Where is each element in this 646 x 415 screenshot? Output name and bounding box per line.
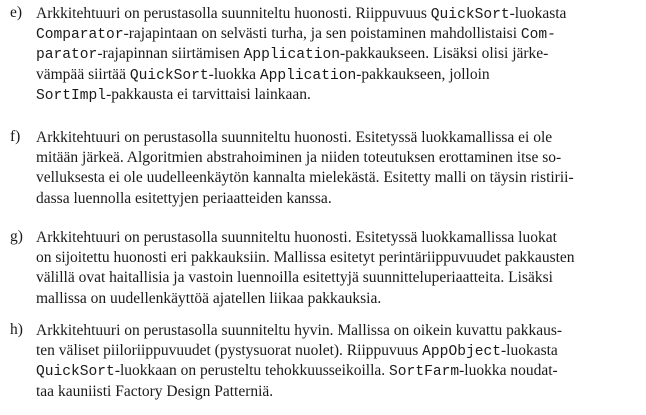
- text-line: [36, 65, 490, 85]
- text-segment: -rajapintaan on selvästi turha, ja sen poistaminen mahdollistaisi: [123, 25, 521, 43]
- text-segment: vämpää siirtää: [36, 65, 130, 83]
- text-segment: Arkkitehtuuri on perustasolla suunniteltu huonosti. Esitetyssä luokkamallissa luokat: [36, 229, 557, 246]
- text-segment: -luokasta: [501, 342, 558, 360]
- text-segment: mitään järkeä. Algoritmien abstrahoiminen ja niiden toteutuksen erottaminen itse so-: [36, 149, 562, 167]
- text-segment: -rajapinnan siirtämisen: [97, 45, 244, 63]
- option-label: f): [10, 128, 21, 145]
- text-line: [36, 341, 558, 361]
- code-identifier: parator: [36, 47, 98, 64]
- text-segment: Arkkitehtuuri on perustasolla suunniteltu hyvin. Mallissa on oikein kuvattu pakkaus-: [36, 322, 563, 339]
- text-line: [36, 361, 558, 381]
- text-segment: -luokka noudat-: [459, 362, 558, 380]
- text-line: [36, 24, 556, 44]
- code-identifier: Application: [243, 47, 340, 64]
- code-identifier: QuickSort: [36, 364, 115, 381]
- text-line: [36, 248, 575, 268]
- text-segment: dassa luennolla esitettyjen periaatteiden kanssa.: [36, 189, 332, 207]
- text-segment: -pakkaukseen. Lisäksi olisi järke-: [340, 45, 549, 63]
- option-label: e): [10, 4, 23, 21]
- text-line: [36, 168, 574, 188]
- text-segment: Arkkitehtuuri on perustasolla suunniteltu huonosti. Riippuvuus: [36, 5, 431, 22]
- text-line: [36, 189, 332, 209]
- text-segment: -pakkausta ei tarvittaisi lainkaan.: [106, 85, 311, 103]
- text-segment: ten väliset piiloriippuvuudet (pystysuorat nuolet). Riippuvuus: [36, 342, 423, 360]
- code-identifier: Com-: [520, 27, 556, 44]
- code-identifier: QuickSort: [430, 7, 510, 23]
- text-segment: on sijoitettu huonosti eri pakkauksiin. Mallissa esitetyt perintäriippuvuudet pakkausten: [36, 249, 575, 267]
- code-identifier: Comparator: [36, 27, 124, 44]
- option-label: h): [10, 321, 23, 338]
- text-line: [36, 228, 557, 248]
- code-identifier: Application: [259, 67, 357, 84]
- text-segment: -luokka: [208, 65, 260, 83]
- text-segment: taa kauniisti Factory Design Patterniä.: [36, 382, 274, 400]
- text-segment: mallissa on uudellenkäyttöä ajatellen liikaa pakkauksia.: [36, 289, 382, 307]
- code-identifier: QuickSort: [129, 67, 209, 84]
- text-segment: -luokkaan on perusteltu tehokkuusseikoilla.: [114, 362, 390, 380]
- text-segment: -pakkaukseen, jolloin: [356, 65, 490, 83]
- text-line: [36, 44, 548, 64]
- text-line: [36, 289, 381, 309]
- code-identifier: SortImpl: [36, 87, 107, 104]
- text-line: [36, 382, 273, 402]
- text-line: [36, 4, 566, 24]
- code-identifier: SortFarm: [389, 364, 460, 381]
- text-segment: velluksesta ei ole uudelleenkäytön kannalta mielekästä. Esitetty malli on täysin ristirii-: [36, 169, 574, 187]
- text-segment: välillä ovat haitallisia ja vastoin luennoilla esitettyjä suunnitteluperiaatteita. Lisäksi: [36, 269, 553, 287]
- text-line: [36, 85, 311, 105]
- text-line: [36, 268, 553, 288]
- text-line: [36, 321, 562, 341]
- code-identifier: AppObject: [422, 344, 501, 361]
- text-segment: Arkkitehtuuri on perustasolla suunniteltu huonosti. Esitetyssä luokkamallissa ei ole: [36, 129, 553, 146]
- option-label: g): [10, 228, 23, 245]
- text-line: [36, 128, 552, 148]
- text-line: [36, 148, 561, 168]
- text-segment: -luokasta: [509, 5, 567, 22]
